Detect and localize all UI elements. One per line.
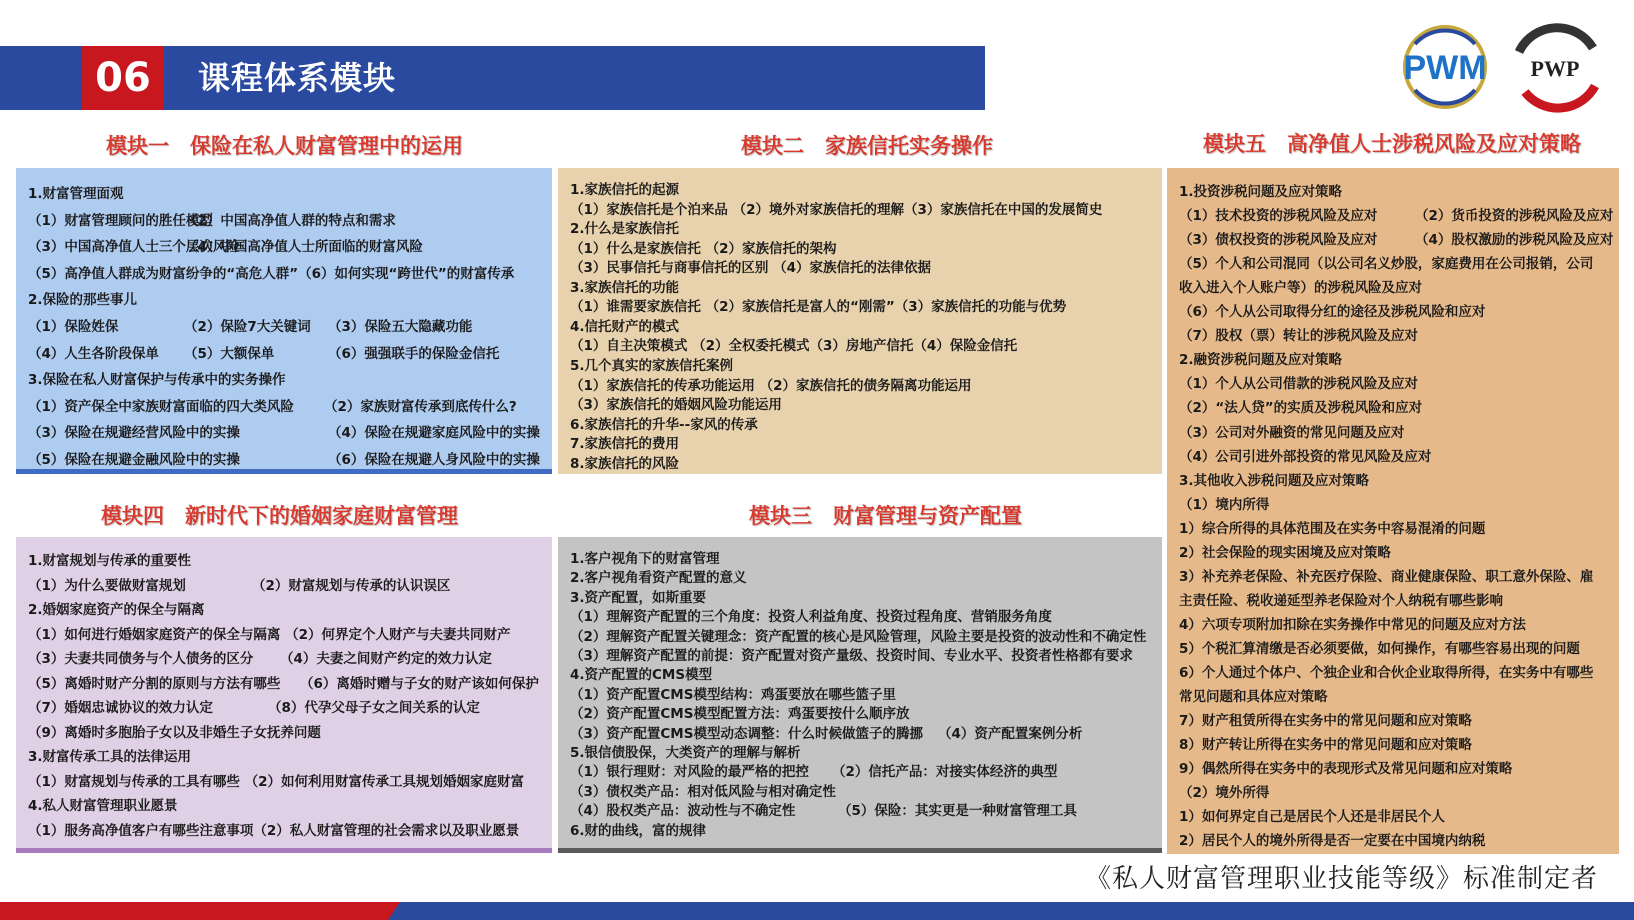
m2-line-item: 1.家族信托的起源: [570, 182, 680, 198]
module2-box: [558, 168, 1162, 474]
m5-line: [1179, 445, 1431, 465]
m4-line-item: （1）为什么要做财富规划: [28, 577, 186, 594]
m2-line: [570, 393, 782, 413]
m4-line-item: （1）财富规划与传承的工具有哪些 （2）如何利用财富传承工具规划婚姻家庭财富: [28, 773, 524, 790]
m1-line: [28, 368, 286, 388]
m3-line: [570, 547, 720, 567]
m5-line-item: 2）居民个人的境外所得是否一定要在中国境内纳税: [1179, 833, 1486, 850]
m5-line: [1179, 637, 1580, 657]
m2-line: [570, 432, 679, 452]
m1-line: [28, 421, 540, 442]
m1-line: [28, 342, 500, 362]
m3-line: [570, 586, 706, 606]
m5-line-item: 6）个人通过个体户、个独企业和合伙企业取得所得，在实务中有哪些: [1179, 665, 1594, 681]
m1-line: [28, 448, 540, 468]
m5-line-item: 1.投资涉税问题及应对策略: [1179, 184, 1343, 200]
m4-line-item: （8）代孕父母子女之间关系的认定: [268, 700, 480, 716]
m3-line: [570, 819, 706, 839]
m3-line-item: （1）理解资产配置的三个角度：投资人利益角度、投资过程角度、营销服务角度: [570, 609, 1052, 626]
m5-line: [1179, 204, 1614, 225]
m2-line: [570, 374, 972, 394]
m5-line: [1179, 276, 1422, 296]
m4-line-item: （7）婚姻忠诚协议的效力认定: [28, 700, 213, 716]
m5-line: [1179, 180, 1342, 200]
m2-line: [570, 256, 931, 276]
m3-line-item: （4）股权类产品：波动性与不确定性: [570, 803, 796, 820]
m3-line: [570, 683, 896, 703]
m4-line: [28, 794, 178, 814]
m2-line-item: （1）什么是家族信托 （2）家族信托的架构: [570, 240, 837, 257]
m5-line-item: 主责任险、税收递延型养老保险对个人纳税有哪些影响: [1179, 592, 1503, 609]
m5-line: [1179, 324, 1418, 344]
m5-line-item: （6）个人从公司取得分红的途径及涉税风险和应对: [1179, 304, 1486, 321]
m2-line: [570, 276, 679, 296]
m2-line-item: 5.几个真实的家族信托案例: [570, 357, 734, 374]
m5-line-item: （1）技术投资的涉税风险及应对: [1179, 208, 1378, 225]
m1-line-item: （2）家族财富传承到底传什么?: [324, 398, 517, 415]
m3-line: [570, 722, 1083, 742]
m5-line: [1179, 661, 1593, 681]
m1-line-item: （4）保险在规避家庭风险中的实操: [328, 425, 540, 442]
m5-line: [1179, 517, 1485, 537]
m3-line: [570, 741, 801, 761]
m5-line: [1179, 396, 1422, 416]
module2-title: 模块二 家族信托实务操作: [741, 134, 993, 158]
m2-line: [570, 217, 679, 237]
m5-line-item: 收入进入个人账户等）的涉税风险及应对: [1179, 280, 1422, 297]
m4-line-item: （3）夫妻共同债务与个人债务的区分: [28, 651, 254, 667]
m5-line-item: （3）债权投资的涉税风险及应对: [1179, 232, 1378, 249]
module5-box: [1167, 168, 1619, 854]
m5-line-item: （4）公司引进外部投资的常见风险及应对: [1179, 448, 1432, 465]
m2-line-item: 6.家族信托的升华--家风的传承: [570, 416, 758, 433]
m5-line-item: （2）货币投资的涉税风险及应对: [1415, 208, 1614, 225]
m3-line: [570, 566, 747, 586]
pwm-logo: [1395, 22, 1495, 112]
m3-line-item: （2）理解资产配置关键理念：资产配置的核心是风险管理，风险主要是投资的波动性和不确定性: [570, 628, 1147, 645]
m5-line-item: 3.其他收入涉税问题及应对策略: [1179, 472, 1370, 489]
m2-line: [570, 295, 1066, 315]
m4-line-item: 2.婚姻家庭资产的保全与隔离: [28, 602, 205, 618]
m5-line: [1179, 805, 1445, 825]
m2-line: [570, 198, 1102, 218]
m5-line: [1179, 757, 1512, 777]
m3-line: [570, 663, 712, 683]
m4-line-item: 3.财富传承工具的法律运用: [28, 749, 192, 765]
m4-line: [28, 598, 205, 618]
m5-line-item: 1）综合所得的具体范围及在实务中容易混淆的问题: [1179, 520, 1486, 537]
m1-line-item: （5）保险在规避金融风险中的实操: [28, 452, 240, 468]
module1-box: [16, 168, 552, 474]
m2-line-item: （1）家族信托的传承功能运用 （2）家族信托的债务隔离功能运用: [570, 377, 972, 394]
m1-line: [28, 209, 396, 229]
module5-title: 模块五 高净值人士涉税风险及应对策略: [1203, 132, 1581, 156]
m2-line-item: （1）谁需要家族信托 （2）家族信托是富人的“刚需”（3）家族信托的功能与优势: [570, 299, 1067, 316]
m1-line-item: （3）保险五大隐藏功能: [328, 319, 473, 335]
m1-line: [28, 182, 124, 202]
m5-line-item: 8）财产转让所得在实务中的常见问题和应对策略: [1179, 737, 1472, 754]
m5-line-item: （7）股权（票）转让的涉税风险及应对: [1179, 328, 1418, 345]
m3-line-item: 3.资产配置，如斯重要: [570, 589, 707, 606]
m3-line: [570, 760, 1058, 781]
m1-line-item: （4）中国高净值人士所面临的财富风险: [184, 239, 423, 256]
m5-line-item: 2）社会保险的现实困境及应对策略: [1179, 544, 1391, 561]
m2-line-item: 8.家族信托的风险: [570, 455, 680, 472]
m2-line: [570, 334, 1017, 354]
m5-line: [1179, 733, 1472, 753]
m5-line: [1179, 541, 1391, 561]
m4-line: [28, 549, 191, 569]
m5-line-item: 常见问题和具体应对策略: [1179, 689, 1328, 706]
svg-text:PWP: PWP: [1530, 56, 1580, 81]
m4-line-item: （9）离婚时多胞胎子女以及非婚生子女抚养问题: [28, 724, 321, 741]
m5-line: [1179, 589, 1503, 609]
m1-line: [28, 288, 137, 308]
m3-line: [570, 799, 1077, 820]
m5-line-item: 1）如何界定自己是居民个人还是非居民个人: [1179, 809, 1445, 826]
m3-line-item: 6.财的曲线，富的规律: [570, 822, 707, 839]
m5-line-item: 5）个税汇算清缴是否必须要做，如何操作，有哪些容易出现的问题: [1179, 640, 1580, 657]
m4-line: [28, 623, 511, 643]
m5-line: [1179, 829, 1485, 849]
m5-line: [1179, 613, 1526, 633]
m1-line-item: （1）资产保全中家族财富面临的四大类风险: [28, 398, 294, 415]
m3-line-item: 1.客户视角下的财富管理: [570, 551, 720, 567]
m2-line-item: （1）自主决策模式 （2）全权委托模式（3）房地产信托（4）保险金信托: [570, 338, 1018, 355]
m1-line-item: （4）人生各阶段保单: [28, 345, 159, 362]
m1-line-item: （5）大额保单: [184, 345, 275, 362]
m4-line: [28, 819, 519, 839]
m3-line: [570, 702, 909, 722]
m5-line-item: 7）财产租赁所得在实务中的常见问题和应对策略: [1179, 713, 1472, 730]
m2-line-item: （3）家族信托的婚姻风险功能运用: [570, 397, 782, 414]
m2-line: [570, 178, 679, 198]
m4-line-item: （2）财富规划与传承的认识误区: [252, 577, 451, 594]
svg-text:PWM: PWM: [1403, 49, 1487, 87]
m5-line: [1179, 565, 1593, 585]
m3-line-item: （5）保险：其实更是一种财富管理工具: [838, 803, 1077, 820]
module1-title: 模块一 保险在私人财富管理中的运用: [106, 134, 463, 158]
m5-line-item: （4）股权激励的涉税风险及应对: [1415, 232, 1614, 249]
m5-line-item: 9）偶然所得在实务中的表现形式及常见问题和应对策略: [1179, 761, 1513, 778]
m1-line-item: 1.财富管理面观: [28, 186, 124, 202]
m5-line: [1179, 469, 1369, 489]
m2-line-item: 4.信托财产的模式: [570, 318, 680, 335]
m1-line-item: （2）中国高净值人群的特点和需求: [184, 212, 396, 229]
module4-title: 模块四 新时代下的婚姻家庭财富管理: [101, 504, 458, 528]
m5-line: [1179, 709, 1472, 729]
m5-line: [1179, 421, 1404, 441]
m2-line-item: 7.家族信托的费用: [570, 436, 680, 453]
m3-line: [570, 625, 1146, 645]
m3-line-item: （4）资产配置案例分析: [938, 725, 1083, 742]
m1-line: [28, 315, 473, 335]
m2-line: [570, 413, 758, 433]
m4-line: [28, 696, 480, 716]
m1-line: [28, 235, 423, 256]
m1-line-item: （6）保险在规避人身风险中的实操: [328, 452, 540, 468]
m3-line-item: （3）资产配置CMS模型动态调整：什么时候做篮子的腾挪: [570, 725, 923, 742]
m3-line-item: （1）资产配置CMS模型结构：鸡蛋要放在哪些篮子里: [570, 686, 896, 703]
m3-line: [570, 644, 1133, 664]
m4-line: [28, 721, 321, 741]
page-title: 课程体系模块: [198, 59, 397, 97]
m5-line-item: 4）六项专项附加扣除在实务操作中常见的问题及应对方法: [1179, 616, 1526, 633]
module3-box: [558, 537, 1162, 853]
m2-line: [570, 237, 837, 257]
pwp-logo: [1505, 22, 1605, 114]
m5-line: [1179, 300, 1485, 320]
m3-line-item: （1）银行理财：对风险的最严格的把控: [570, 764, 809, 781]
m2-line: [570, 354, 733, 374]
m5-line: [1179, 493, 1269, 513]
m5-line: [1179, 372, 1418, 392]
m1-line-item: （6）强强联手的保险金信托: [328, 345, 500, 362]
m4-line: [28, 770, 524, 790]
m1-line-item: （1）财富管理顾问的胜任模型: [28, 212, 213, 229]
module3-title: 模块三 财富管理与资产配置: [749, 504, 1022, 528]
m4-line: [28, 745, 191, 765]
m2-line-item: （3）民事信托与商事信托的区别 （4）家族信托的法律依据: [570, 260, 931, 277]
m5-line-item: （2）“法人贷”的实质及涉税风险和应对: [1179, 400, 1423, 417]
m4-line: [28, 647, 492, 667]
m2-line-item: （1）家族信托是个泊来品 （2）境外对家族信托的理解（3）家族信托在中国的发展简史: [570, 201, 1103, 218]
m5-line: [1179, 685, 1328, 705]
m3-line-item: （3）理解资产配置的前提：资产配置对资产量级、投资时间、专业水平、投资者性格都有要求: [570, 648, 1133, 664]
m4-line-item: （5）离婚时财产分割的原则与方法有哪些: [28, 675, 281, 692]
m1-line-item: （1）保险姓保: [28, 319, 119, 335]
m4-line-item: （4）夫妻之间财产约定的效力认定: [280, 651, 492, 667]
m1-line-item: 2.保险的那些事儿: [28, 292, 138, 309]
m4-line-item: （1）如何进行婚姻家庭资产的保全与隔离 （2）何界定个人财产与夫妻共同财产: [28, 626, 511, 643]
m1-line-item: （3）中国高净值人士三个层次风险: [28, 239, 240, 256]
m5-line-item: （1）境内所得: [1179, 496, 1270, 513]
m1-line: [28, 395, 517, 415]
m2-line-item: 3.家族信托的功能: [570, 279, 680, 296]
m4-line-item: （6）离婚时赠与子女的财产该如何保护: [300, 675, 539, 692]
m1-line: [28, 262, 514, 282]
m4-line: [28, 574, 451, 594]
m3-line-item: 2.客户视角看资产配置的意义: [570, 570, 747, 587]
m3-line-item: （2）资产配置CMS模型配置方法：鸡蛋要按什么顺序放: [570, 706, 910, 723]
m1-line-item: 3.保险在私人财富保护与传承中的实务操作: [28, 372, 286, 389]
m5-line-item: 3）补充养老保险、补充医疗保险、商业健康保险、职工意外保险、雇: [1179, 568, 1594, 585]
m5-line-item: 2.融资涉税问题及应对策略: [1179, 352, 1343, 369]
m2-line: [570, 452, 679, 472]
m5-line: [1179, 252, 1593, 272]
m3-line-item: 5.银信债股保，大类资产的理解与解析: [570, 745, 801, 761]
m2-line: [570, 315, 679, 335]
m5-line-item: （5）个人和公司混同（以公司名义炒股，家庭费用在公司报销，公司: [1179, 256, 1594, 273]
module4-box: [16, 537, 552, 853]
m2-line-item: 2.什么是家族信托: [570, 221, 680, 238]
m3-line-item: 4.资产配置的CMS模型: [570, 667, 713, 684]
m4-line: [28, 672, 539, 692]
m4-line-item: 4.私人财富管理职业愿景: [28, 798, 178, 814]
m3-line: [570, 780, 836, 800]
m3-line-item: （2）信托产品：对接实体经济的典型: [832, 764, 1058, 781]
m4-line-item: 1.财富规划与传承的重要性: [28, 553, 192, 569]
m1-line-item: （3）保险在规避经营风险中的实操: [28, 425, 240, 442]
m5-line: [1179, 348, 1342, 368]
bottom-bar-accent: [0, 902, 400, 920]
m1-line-item: （5）高净值人群成为财富纷争的“高危人群”（6）如何实现“跨世代”的财富传承: [28, 265, 515, 282]
m3-line: [570, 605, 1052, 625]
m5-line-item: （2）境外所得: [1179, 785, 1270, 802]
m5-line-item: （3）公司对外融资的常见问题及应对: [1179, 424, 1405, 441]
section-number: 06: [82, 46, 164, 110]
m4-line-item: （1）服务高净值客户有哪些注意事项（2）私人财富管理的社会需求以及职业愿景: [28, 822, 520, 839]
m1-line-item: （2）保险7大关键词: [184, 319, 311, 335]
m5-line: [1179, 228, 1614, 249]
m3-line-item: （3）债权类产品：相对低风险与相对确定性: [570, 783, 836, 800]
footer-tagline: 《私人财富管理职业技能等级》标准制定者: [1085, 864, 1599, 894]
m5-line: [1179, 781, 1269, 801]
m5-line-item: （1）个人从公司借款的涉税风险及应对: [1179, 376, 1418, 393]
